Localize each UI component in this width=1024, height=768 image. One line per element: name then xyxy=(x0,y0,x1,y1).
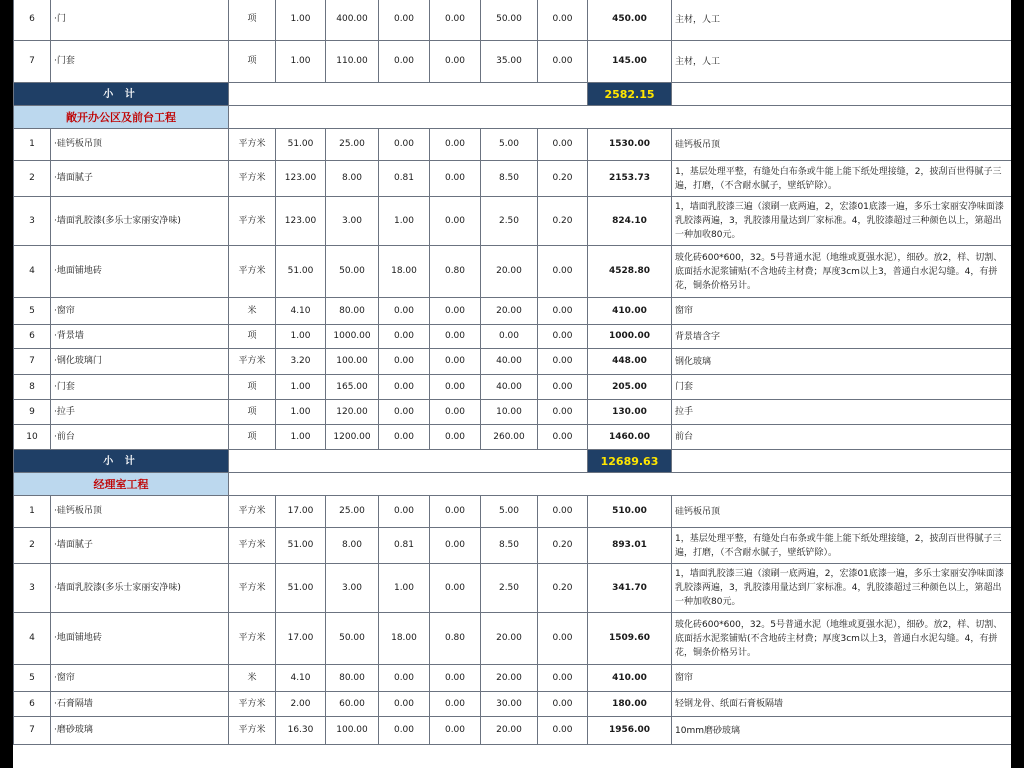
item-unit: 项 xyxy=(229,325,276,349)
item-unit: 平方米 xyxy=(229,613,276,665)
item-labor-cost: 20.00 xyxy=(481,665,538,692)
item-name: ·磨砂玻璃 xyxy=(51,717,229,745)
item-name: ·门套 xyxy=(51,41,229,83)
item-number: 5 xyxy=(14,298,51,325)
item-name: ·墙面乳胶漆(多乐士家丽安净味) xyxy=(51,564,229,613)
item-number: 7 xyxy=(14,349,51,375)
table-row xyxy=(14,425,1012,450)
item-quantity: 1.00 xyxy=(276,0,326,41)
subtotal-value: 2582.15 xyxy=(588,83,672,106)
item-loss: 0.00 xyxy=(538,41,588,83)
item-machine-cost: 0.00 xyxy=(430,496,481,528)
subtotal-note xyxy=(672,450,1012,473)
item-labor-cost: 20.00 xyxy=(481,717,538,745)
item-labor-cost: 30.00 xyxy=(481,692,538,717)
item-name: ·窗帘 xyxy=(51,298,229,325)
item-machine-cost: 0.00 xyxy=(430,692,481,717)
item-machine-cost: 0.80 xyxy=(430,613,481,665)
item-note: 窗帘 xyxy=(672,298,1012,325)
item-aux-material: 0.00 xyxy=(379,717,430,745)
item-total: 341.70 xyxy=(588,564,672,613)
item-labor-cost: 20.00 xyxy=(481,246,538,298)
item-unit: 项 xyxy=(229,375,276,400)
item-loss: 0.00 xyxy=(538,400,588,425)
item-quantity: 123.00 xyxy=(276,197,326,246)
item-total: 2153.73 xyxy=(588,161,672,197)
item-labor-cost: 2.50 xyxy=(481,197,538,246)
table-row xyxy=(14,400,1012,425)
item-labor-cost: 5.00 xyxy=(481,129,538,161)
item-total: 410.00 xyxy=(588,298,672,325)
item-main-material: 25.00 xyxy=(326,129,379,161)
item-machine-cost: 0.00 xyxy=(430,349,481,375)
item-main-material: 80.00 xyxy=(326,298,379,325)
item-name: ·门 xyxy=(51,0,229,41)
item-note: 主材，人工 xyxy=(672,41,1012,83)
item-machine-cost: 0.00 xyxy=(430,0,481,41)
item-name: ·硅钙板吊顶 xyxy=(51,129,229,161)
item-note: 拉手 xyxy=(672,400,1012,425)
item-aux-material: 0.00 xyxy=(379,129,430,161)
item-quantity: 51.00 xyxy=(276,246,326,298)
item-unit: 平方米 xyxy=(229,197,276,246)
quotation-sheet xyxy=(13,0,1011,768)
item-machine-cost: 0.00 xyxy=(430,400,481,425)
item-total: 1509.60 xyxy=(588,613,672,665)
item-note: 1，基层处理平整，有缝处白布条或牛能上能下纸处理接缝，2，披刮百世得腻子三遍，打磨，（不含耐水腻子，壁纸铲除）。 xyxy=(672,161,1012,197)
item-quantity: 51.00 xyxy=(276,129,326,161)
item-number: 3 xyxy=(14,564,51,613)
item-quantity: 1.00 xyxy=(276,400,326,425)
item-number: 4 xyxy=(14,246,51,298)
item-unit: 平方米 xyxy=(229,161,276,197)
subtotal-note xyxy=(672,83,1012,106)
item-aux-material: 0.00 xyxy=(379,665,430,692)
item-aux-material: 0.00 xyxy=(379,298,430,325)
item-labor-cost: 20.00 xyxy=(481,298,538,325)
item-total: 1956.00 xyxy=(588,717,672,745)
table-row xyxy=(14,375,1012,400)
item-number: 5 xyxy=(14,665,51,692)
item-total: 4528.80 xyxy=(588,246,672,298)
item-name: ·地面铺地砖 xyxy=(51,246,229,298)
item-note: 前台 xyxy=(672,425,1012,450)
item-total: 824.10 xyxy=(588,197,672,246)
item-quantity: 1.00 xyxy=(276,41,326,83)
item-loss: 0.00 xyxy=(538,717,588,745)
item-main-material: 60.00 xyxy=(326,692,379,717)
item-main-material: 8.00 xyxy=(326,528,379,564)
item-quantity: 17.00 xyxy=(276,496,326,528)
item-number: 9 xyxy=(14,400,51,425)
item-name: ·前台 xyxy=(51,425,229,450)
item-main-material: 400.00 xyxy=(326,0,379,41)
item-labor-cost: 260.00 xyxy=(481,425,538,450)
table-row xyxy=(14,325,1012,349)
item-quantity: 17.00 xyxy=(276,613,326,665)
item-number: 7 xyxy=(14,41,51,83)
table-row xyxy=(14,349,1012,375)
table-row xyxy=(14,717,1012,745)
item-labor-cost: 50.00 xyxy=(481,0,538,41)
item-labor-cost: 10.00 xyxy=(481,400,538,425)
item-unit: 米 xyxy=(229,298,276,325)
section-spacer xyxy=(229,106,1012,129)
item-quantity: 51.00 xyxy=(276,528,326,564)
item-total: 145.00 xyxy=(588,41,672,83)
item-labor-cost: 40.00 xyxy=(481,349,538,375)
item-quantity: 16.30 xyxy=(276,717,326,745)
quotation-table xyxy=(13,0,1011,745)
item-total: 180.00 xyxy=(588,692,672,717)
item-loss: 0.00 xyxy=(538,425,588,450)
table-row xyxy=(14,41,1012,83)
item-machine-cost: 0.00 xyxy=(430,665,481,692)
item-unit: 平方米 xyxy=(229,692,276,717)
item-aux-material: 0.00 xyxy=(379,41,430,83)
item-aux-material: 0.00 xyxy=(379,425,430,450)
item-labor-cost: 8.50 xyxy=(481,161,538,197)
item-unit: 项 xyxy=(229,400,276,425)
item-aux-material: 0.00 xyxy=(379,375,430,400)
item-name: ·墙面腻子 xyxy=(51,528,229,564)
item-aux-material: 0.81 xyxy=(379,161,430,197)
item-quantity: 1.00 xyxy=(276,375,326,400)
item-note: 硅钙板吊顶 xyxy=(672,496,1012,528)
item-aux-material: 0.00 xyxy=(379,692,430,717)
item-total: 130.00 xyxy=(588,400,672,425)
item-total: 205.00 xyxy=(588,375,672,400)
item-machine-cost: 0.00 xyxy=(430,528,481,564)
item-main-material: 1000.00 xyxy=(326,325,379,349)
item-name: ·背景墙 xyxy=(51,325,229,349)
item-labor-cost: 35.00 xyxy=(481,41,538,83)
item-main-material: 50.00 xyxy=(326,246,379,298)
item-labor-cost: 5.00 xyxy=(481,496,538,528)
item-labor-cost: 20.00 xyxy=(481,613,538,665)
item-total: 1000.00 xyxy=(588,325,672,349)
item-note: 玻化砖600*600，32。5号普通水泥（地维或夏强水泥），细砂。放2，样、切割、底面括水泥浆铺贴(不含地砖主材费；厚度3cm以上3，普通白水泥勾缝。4，有拼花，铜条价格另计。 xyxy=(672,246,1012,298)
item-aux-material: 0.00 xyxy=(379,349,430,375)
item-machine-cost: 0.00 xyxy=(430,161,481,197)
subtotal-spacer xyxy=(229,450,588,473)
item-name: ·石膏隔墙 xyxy=(51,692,229,717)
item-labor-cost: 0.00 xyxy=(481,325,538,349)
item-machine-cost: 0.00 xyxy=(430,564,481,613)
item-quantity: 4.10 xyxy=(276,298,326,325)
item-note: 主材，人工 xyxy=(672,0,1012,41)
item-labor-cost: 2.50 xyxy=(481,564,538,613)
item-name: ·墙面乳胶漆(多乐士家丽安净味) xyxy=(51,197,229,246)
item-total: 450.00 xyxy=(588,0,672,41)
item-machine-cost: 0.00 xyxy=(430,375,481,400)
item-machine-cost: 0.00 xyxy=(430,325,481,349)
item-number: 1 xyxy=(14,129,51,161)
item-loss: 0.00 xyxy=(538,298,588,325)
item-unit: 项 xyxy=(229,41,276,83)
subtotal-row xyxy=(14,83,1012,106)
item-main-material: 3.00 xyxy=(326,197,379,246)
subtotal-value: 12689.63 xyxy=(588,450,672,473)
subtotal-label: 小 计 xyxy=(14,83,229,106)
item-main-material: 100.00 xyxy=(326,349,379,375)
section-header-row xyxy=(14,473,1012,496)
item-main-material: 165.00 xyxy=(326,375,379,400)
item-unit: 平方米 xyxy=(229,496,276,528)
item-labor-cost: 40.00 xyxy=(481,375,538,400)
item-unit: 平方米 xyxy=(229,349,276,375)
item-note: 玻化砖600*600，32。5号普通水泥（地维或夏强水泥），细砂。放2，样、切割、底面括水泥浆铺贴(不含地砖主材费；厚度3cm以上3，普通白水泥勾缝。4，有拼花，铜条价格另计。 xyxy=(672,613,1012,665)
item-note: 1，墙面乳胶漆三遍（滚刷一底两遍，2，宏漆01底漆一遍，多乐士家丽安净味面漆乳胶漆两遍，3，乳胶漆用量达到厂家标准。4，乳胶漆超过三种颜色以上，第超出一种加收80元。 xyxy=(672,564,1012,613)
item-number: 10 xyxy=(14,425,51,450)
item-loss: 0.00 xyxy=(538,613,588,665)
table-row xyxy=(14,613,1012,665)
item-number: 3 xyxy=(14,197,51,246)
item-loss: 0.00 xyxy=(538,325,588,349)
item-loss: 0.00 xyxy=(538,496,588,528)
item-number: 6 xyxy=(14,692,51,717)
item-name: ·钢化玻璃门 xyxy=(51,349,229,375)
item-name: ·门套 xyxy=(51,375,229,400)
item-aux-material: 0.00 xyxy=(379,496,430,528)
item-loss: 0.00 xyxy=(538,0,588,41)
item-loss: 0.20 xyxy=(538,161,588,197)
item-total: 448.00 xyxy=(588,349,672,375)
item-aux-material: 1.00 xyxy=(379,197,430,246)
section-title: 敞开办公区及前台工程 xyxy=(14,106,229,129)
item-number: 2 xyxy=(14,161,51,197)
item-note: 硅钙板吊顶 xyxy=(672,129,1012,161)
item-loss: 0.00 xyxy=(538,665,588,692)
item-main-material: 110.00 xyxy=(326,41,379,83)
table-row xyxy=(14,197,1012,246)
item-machine-cost: 0.00 xyxy=(430,129,481,161)
item-note: 窗帘 xyxy=(672,665,1012,692)
item-total: 410.00 xyxy=(588,665,672,692)
item-note: 钢化玻璃 xyxy=(672,349,1012,375)
item-name: ·地面铺地砖 xyxy=(51,613,229,665)
item-machine-cost: 0.80 xyxy=(430,246,481,298)
item-quantity: 4.10 xyxy=(276,665,326,692)
item-total: 1530.00 xyxy=(588,129,672,161)
section-title: 经理室工程 xyxy=(14,473,229,496)
item-main-material: 3.00 xyxy=(326,564,379,613)
item-quantity: 2.00 xyxy=(276,692,326,717)
section-spacer xyxy=(229,473,1012,496)
item-machine-cost: 0.00 xyxy=(430,41,481,83)
item-number: 7 xyxy=(14,717,51,745)
item-unit: 项 xyxy=(229,0,276,41)
item-aux-material: 1.00 xyxy=(379,564,430,613)
item-loss: 0.20 xyxy=(538,564,588,613)
item-number: 2 xyxy=(14,528,51,564)
item-total: 1460.00 xyxy=(588,425,672,450)
item-unit: 项 xyxy=(229,425,276,450)
item-main-material: 25.00 xyxy=(326,496,379,528)
item-unit: 平方米 xyxy=(229,564,276,613)
table-body xyxy=(14,0,1012,745)
item-number: 6 xyxy=(14,325,51,349)
item-machine-cost: 0.00 xyxy=(430,425,481,450)
item-main-material: 8.00 xyxy=(326,161,379,197)
table-row xyxy=(14,161,1012,197)
item-loss: 0.00 xyxy=(538,129,588,161)
section-header-row xyxy=(14,106,1012,129)
item-loss: 0.00 xyxy=(538,246,588,298)
item-machine-cost: 0.00 xyxy=(430,717,481,745)
item-aux-material: 0.00 xyxy=(379,0,430,41)
item-total: 893.01 xyxy=(588,528,672,564)
subtotal-label: 小 计 xyxy=(14,450,229,473)
item-aux-material: 18.00 xyxy=(379,246,430,298)
item-unit: 平方米 xyxy=(229,717,276,745)
item-note: 10mm磨砂玻璃 xyxy=(672,717,1012,745)
item-labor-cost: 8.50 xyxy=(481,528,538,564)
item-loss: 0.20 xyxy=(538,197,588,246)
item-main-material: 80.00 xyxy=(326,665,379,692)
item-note: 1，墙面乳胶漆三遍（滚刷一底两遍，2，宏漆01底漆一遍，多乐士家丽安净味面漆乳胶漆两遍，3，乳胶漆用量达到厂家标准。4，乳胶漆超过三种颜色以上，第超出一种加收80元。 xyxy=(672,197,1012,246)
item-quantity: 1.00 xyxy=(276,425,326,450)
item-number: 4 xyxy=(14,613,51,665)
item-name: ·硅钙板吊顶 xyxy=(51,496,229,528)
table-row xyxy=(14,129,1012,161)
item-quantity: 123.00 xyxy=(276,161,326,197)
item-aux-material: 0.81 xyxy=(379,528,430,564)
table-row xyxy=(14,564,1012,613)
subtotal-row xyxy=(14,450,1012,473)
item-note: 门套 xyxy=(672,375,1012,400)
item-main-material: 120.00 xyxy=(326,400,379,425)
table-row xyxy=(14,665,1012,692)
item-quantity: 3.20 xyxy=(276,349,326,375)
item-unit: 平方米 xyxy=(229,129,276,161)
item-machine-cost: 0.00 xyxy=(430,298,481,325)
item-quantity: 51.00 xyxy=(276,564,326,613)
item-note: 轻钢龙骨、纸面石膏板隔墙 xyxy=(672,692,1012,717)
item-number: 8 xyxy=(14,375,51,400)
item-name: ·拉手 xyxy=(51,400,229,425)
table-row xyxy=(14,692,1012,717)
table-row xyxy=(14,246,1012,298)
item-main-material: 50.00 xyxy=(326,613,379,665)
table-row xyxy=(14,298,1012,325)
table-row xyxy=(14,528,1012,564)
item-machine-cost: 0.00 xyxy=(430,197,481,246)
item-loss: 0.00 xyxy=(538,692,588,717)
item-loss: 0.20 xyxy=(538,528,588,564)
item-quantity: 1.00 xyxy=(276,325,326,349)
table-row xyxy=(14,496,1012,528)
item-number: 6 xyxy=(14,0,51,41)
item-main-material: 100.00 xyxy=(326,717,379,745)
item-unit: 平方米 xyxy=(229,528,276,564)
item-main-material: 1200.00 xyxy=(326,425,379,450)
item-total: 510.00 xyxy=(588,496,672,528)
item-loss: 0.00 xyxy=(538,375,588,400)
subtotal-spacer xyxy=(229,83,588,106)
item-name: ·墙面腻子 xyxy=(51,161,229,197)
item-unit: 米 xyxy=(229,665,276,692)
table-row xyxy=(14,0,1012,41)
item-name: ·窗帘 xyxy=(51,665,229,692)
item-note: 背景墙含字 xyxy=(672,325,1012,349)
item-number: 1 xyxy=(14,496,51,528)
item-aux-material: 0.00 xyxy=(379,400,430,425)
item-loss: 0.00 xyxy=(538,349,588,375)
item-note: 1，基层处理平整，有缝处白布条或牛能上能下纸处理接缝，2，披刮百世得腻子三遍，打磨，（不含耐水腻子，壁纸铲除）。 xyxy=(672,528,1012,564)
item-unit: 平方米 xyxy=(229,246,276,298)
item-aux-material: 0.00 xyxy=(379,325,430,349)
item-aux-material: 18.00 xyxy=(379,613,430,665)
